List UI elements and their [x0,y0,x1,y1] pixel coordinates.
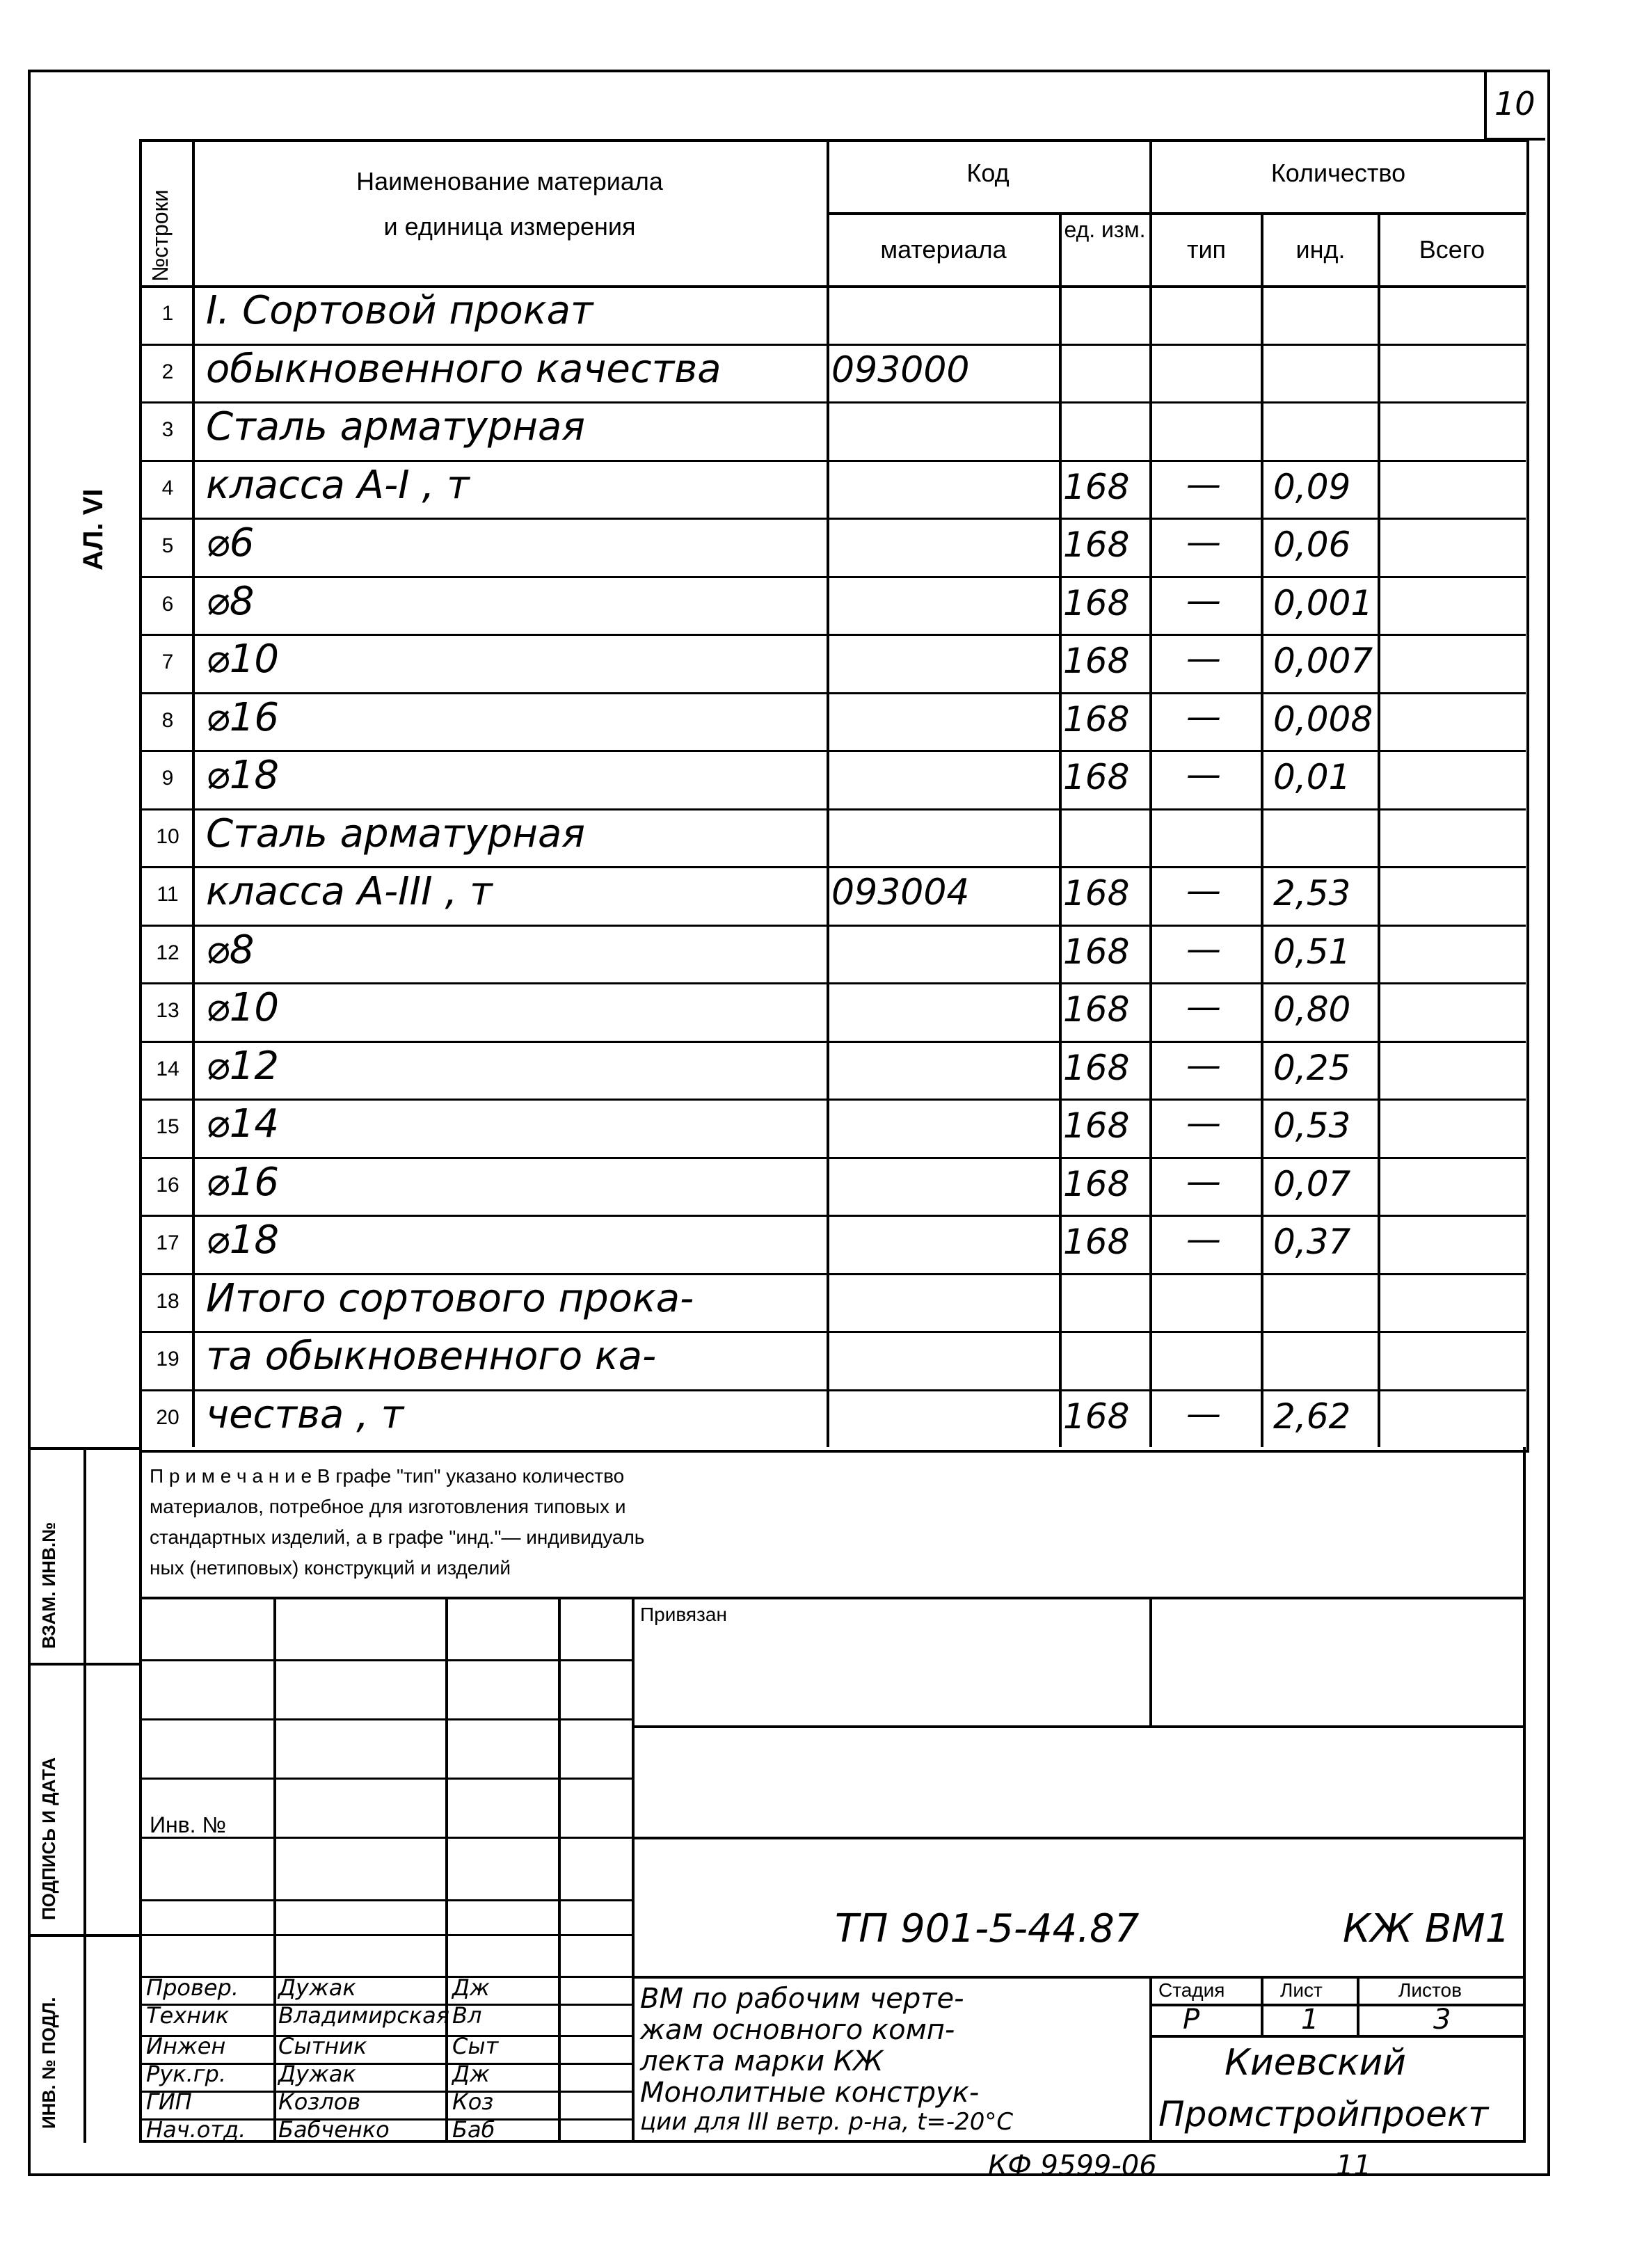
material-name: ⌀8 [206,927,255,973]
material-name: чества , т [206,1391,404,1437]
title-block-top [139,1597,1526,1599]
tb-line [1261,1976,1263,2037]
signer-name: Сытник [278,2033,367,2059]
row-line [139,576,1526,578]
material-name: ⌀16 [206,1159,279,1205]
qty-type: — [1186,1160,1221,1201]
row-number: 1 [161,302,174,325]
material-name: Сталь арматурная [206,810,585,856]
qty-type: — [1186,580,1221,621]
row-line [139,925,1526,927]
signer-name: Дужак [278,2061,356,2087]
unit-code: 168 [1063,1105,1130,1146]
header-qty-total: Всего [1419,235,1485,264]
signer-signature: Дж [452,1974,490,2001]
header-qty-type: тип [1186,235,1227,264]
tb-line [1357,1976,1359,2037]
stamp-line [28,1934,142,1937]
description-line: Монолитные конструк- [640,2077,980,2109]
row-line [139,1099,1526,1101]
row-number: 17 [156,1231,180,1254]
sig-col [558,1597,561,2143]
row-number: 20 [156,1405,180,1429]
header-code-unit: ед. изм. [1064,217,1146,242]
qty-ind: 0,07 [1273,1163,1351,1204]
signer-role: ГИП [146,2089,192,2115]
unit-code: 168 [1063,1047,1130,1088]
qty-ind: 0,008 [1273,698,1373,740]
sig-row-line [139,1934,633,1936]
qty-ind: 0,53 [1273,1105,1351,1146]
sig-row-line [139,1718,633,1720]
material-name: I. Сортовой прокат [206,288,593,333]
description-line: ВМ по рабочим черте- [640,1983,964,2015]
col-line [1378,212,1380,1447]
signer-name: Владимирская [278,2002,449,2029]
row-line [139,401,1526,404]
material-name: ⌀8 [206,578,255,624]
row-number: 12 [156,941,180,964]
header-row-no: №строки [147,189,173,282]
material-name: класса A-III , т [206,869,493,914]
sig-row-line [139,1899,633,1901]
row-line [139,460,1526,462]
row-number: 3 [161,418,174,441]
tb-line [1149,1976,1152,2143]
qty-ind: 0,007 [1273,641,1373,681]
material-name: ⌀10 [206,637,279,682]
material-name: ⌀18 [206,753,279,798]
header-qty-ind: инд. [1295,235,1346,264]
bound-label: Привязан [640,1604,727,1625]
row-number: 2 [161,360,174,383]
side-label: АЛ. VI [78,488,109,570]
stage-label: Стадия [1158,1979,1225,2001]
title-block-right [1523,1447,1526,2143]
qty-ind: 0,80 [1273,989,1351,1030]
col-line [1261,212,1263,1447]
row-number: 8 [161,708,174,732]
row-number: 5 [161,534,174,557]
row-number: 4 [161,476,174,500]
unit-code: 168 [1063,931,1130,972]
header-name-line2: и единица измерения [383,212,636,241]
note-line: материалов, потребное для изготовления типовых и [150,1496,626,1517]
note-line: ных (нетиповых) конструкций и изделий [150,1557,511,1579]
sig-row-line [139,1659,633,1661]
row-line [139,1215,1526,1217]
qty-type: — [1186,754,1221,794]
sig-col [632,1597,635,2143]
material-name: ⌀12 [206,1043,279,1089]
footer-code: КФ 9599-06 [988,2150,1157,2182]
sheets-value: 3 [1433,2004,1451,2036]
stamp-original-inv: ИНВ. № ПОДЛ. [38,1997,59,2129]
description-line: лекта марки КЖ [640,2045,884,2077]
sheet-value: 1 [1301,2004,1319,2036]
qty-type: — [1186,870,1221,911]
row-number: 18 [156,1289,180,1313]
qty-type: — [1186,696,1221,737]
stamp-signature-date: ПОДПИСЬ И ДАТА [38,1757,59,1920]
note-line: П р и м е ч а н и е В графе "тип" указано количество [150,1465,625,1487]
material-code: 093004 [831,872,970,913]
row-number: 19 [156,1348,180,1371]
row-number: 13 [156,999,180,1022]
signer-role: Нач.отд. [146,2116,246,2143]
qty-type: — [1186,463,1221,504]
stamp-line [28,1663,142,1666]
signer-signature: Сыт [452,2033,499,2059]
material-name: ⌀6 [206,520,255,566]
row-number: 15 [156,1115,180,1138]
row-line [139,344,1526,346]
material-name: та обыкновенного ка- [206,1334,657,1379]
signer-signature: Коз [452,2089,494,2115]
row-line [139,982,1526,984]
qty-type: — [1186,987,1221,1027]
row-number: 14 [156,1057,180,1080]
stamp-line [28,1447,142,1450]
signer-name: Бабченко [278,2116,390,2143]
signer-role: Рук.гр. [146,2061,227,2087]
qty-type: — [1186,1044,1221,1085]
description-line: ции для III ветр. р-на, t=-20°С [640,2108,1014,2136]
material-name: ⌀16 [206,694,279,740]
row-line [139,518,1526,520]
qty-ind: 2,53 [1273,873,1351,913]
note-line: стандартных изделий, а в графе "инд."— индивидуаль [150,1526,645,1548]
signer-name: Козлов [278,2089,361,2115]
signer-signature: Вл [452,2002,482,2029]
unit-code: 168 [1063,698,1130,740]
qty-ind: 0,01 [1273,757,1351,797]
row-line [139,1157,1526,1159]
qty-ind: 0,51 [1273,931,1351,972]
qty-ind: 0,09 [1273,466,1351,507]
material-name: ⌀14 [206,1101,279,1147]
qty-type: — [1186,638,1221,678]
qty-type: — [1186,928,1221,969]
sig-row-line [139,1778,633,1780]
qty-ind: 0,37 [1273,1222,1351,1262]
row-line [139,1273,1526,1275]
row-number: 10 [156,824,180,848]
sig-col [273,1597,276,2143]
sig-row-line [139,2091,633,2093]
signer-role: Провер. [146,1974,239,2001]
row-number: 6 [161,592,174,616]
unit-code: 168 [1063,641,1130,681]
tb-line [1149,1597,1152,1725]
footer-number: 11 [1336,2150,1371,2182]
sheets-label: Листов [1398,1979,1462,2001]
row-line [139,808,1526,810]
row-number: 16 [156,1173,180,1197]
unit-code: 168 [1063,757,1130,797]
row-number: 11 [157,883,179,906]
row-line [139,692,1526,694]
description-line: жам основного комп- [640,2014,955,2046]
material-name: Сталь арматурная [206,404,585,449]
sig-col [445,1597,448,2143]
unit-code: 168 [1063,989,1130,1030]
row-number: 9 [161,767,174,790]
signer-signature: Дж [452,2061,490,2087]
col-line [827,139,829,1447]
page-number-divider [1484,70,1487,139]
material-name: класса A-I , т [206,462,470,508]
signer-signature: Баб [452,2116,495,2143]
row-line [139,634,1526,636]
material-name: ⌀18 [206,1217,279,1263]
material-name: Итого сортового прока- [206,1275,694,1321]
organization-line1: Киевский [1225,2042,1406,2084]
row-line [139,1331,1526,1333]
row-line [139,750,1526,752]
col-line [1149,139,1152,1447]
stamp-replaced-inv: ВЗАМ. ИНВ.№ [38,1522,59,1649]
col-line [1059,212,1062,1447]
qty-type: — [1186,1393,1221,1434]
title-block-left [139,1447,142,2143]
row-line [139,866,1526,868]
material-name: ⌀10 [206,985,279,1030]
header-qty: Количество [1270,159,1406,187]
row-number: 7 [161,650,174,673]
qty-ind: 2,62 [1273,1396,1351,1437]
unit-code: 168 [1063,1163,1130,1204]
signer-name: Дужак [278,1974,356,2001]
header-code: Код [966,159,1010,187]
unit-code: 168 [1063,582,1130,623]
material-code: 093000 [831,349,970,391]
tb-line [632,1837,1526,1839]
qty-type: — [1186,1219,1221,1259]
header-split-line [827,212,1526,215]
row-line [139,1389,1526,1391]
unit-code: 168 [1063,873,1130,913]
qty-ind: 0,001 [1273,582,1373,623]
header-code-material: материала [880,235,1007,264]
document-mark: КЖ ВМ1 [1343,1906,1510,1951]
unit-code: 168 [1063,1222,1130,1262]
page-number: 10 [1494,85,1536,122]
inv-no-label: Инв. № [150,1812,226,1837]
stage-value: Р [1183,2004,1200,2036]
document-code: ТП 901-5-44.87 [835,1906,1140,1951]
material-name: обыкновенного качества [206,346,721,392]
tb-line [632,1976,1526,1979]
unit-code: 168 [1063,1396,1130,1437]
qty-ind: 0,25 [1273,1047,1351,1088]
signer-role: Техник [146,2002,230,2029]
signer-role: Инжен [146,2033,226,2059]
header-name-line1: Наименование материала [356,167,663,195]
tb-line [1149,2035,1525,2038]
qty-type: — [1186,1103,1221,1143]
unit-code: 168 [1063,525,1130,565]
organization-line2: Промстройпроект [1158,2094,1489,2134]
qty-ind: 0,06 [1273,525,1351,565]
row-line [139,1041,1526,1043]
stamp-column [83,1447,86,2143]
tb-line [1149,2004,1525,2006]
tb-line [632,1725,1526,1728]
sheet-label: Лист [1280,1979,1323,2001]
unit-code: 168 [1063,466,1130,507]
qty-type: — [1186,522,1221,562]
